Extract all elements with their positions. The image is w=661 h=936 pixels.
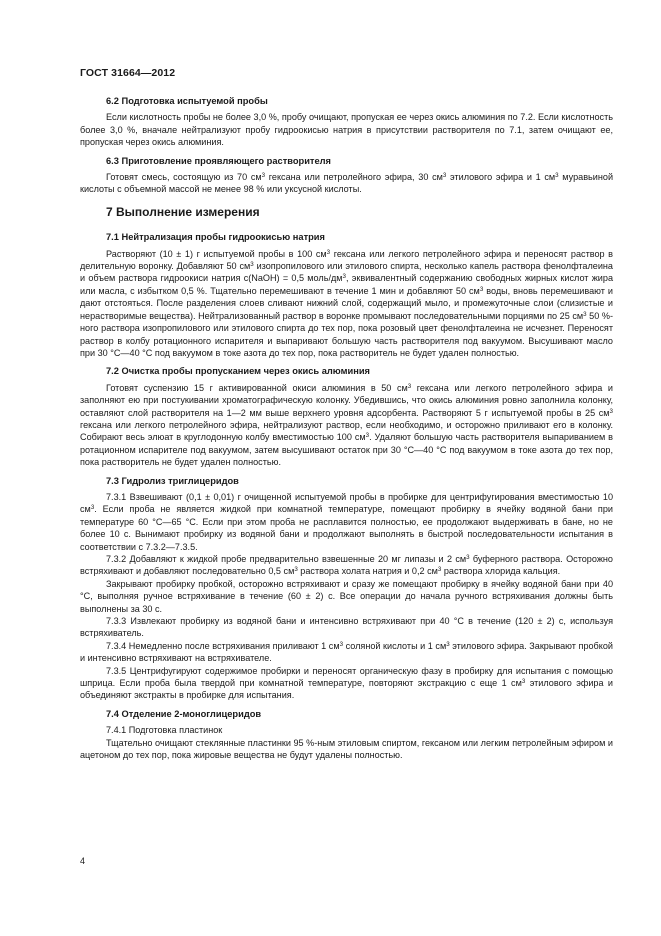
- document-body: [80, 95, 613, 762]
- paragraph-7-4-1: Тщательно очищают стеклянные пластинки 95 %-ным этиловым спиртом, гексаном или легким петролейным эфиром и ацетоном до тех пор, пока жировые вещества не будут удалены полностью.: [80, 737, 613, 761]
- paragraph-7-3-4: 7.3.4 Немедленно после встряхивания приливают 1 $см^3$ соляной кислоты и 1 $см^3$ этилового эфира. Закрывают пробкой и интенсивно встряхивают на встряхивателе.: [80, 640, 613, 664]
- subsection-heading-6-3: 6.3 Приготовление проявляющего растворителя: [106, 155, 331, 166]
- paragraph-7-1: Растворяют (10 ± 1) г испытуемой пробы в 100 $см^3$ гексана или легкого петролейного эфира и переносят раствор в делительную воронку. Добавляют 50 $см^3$ изопропилового или этилового спирта, несколько капель раствора фенолфталеина и объем раствора гидроокиси натрия c(NaOH) = 0,5 моль/$дм^3$, эквивалентный содержанию свободных жирных кислот жира или масла, с избытком 0,5 %. Тщательно перемешивают в течение 1 мин и добавляют 50 $см^3$ воды, вновь перемешивают и дают отстояться. После разделения слоев сливают нижний слой, содержащий мыло, и промежуточные слои (слизистые и нерастворимые вещества). Нейтрализованный раствор в воронке промывают последовательными порциями по 25 $см^3$ 50 %-ного раствора изопропилового или этилового спирта до тех пор, пока розовый цвет фенолфталеина не исчезнет. Переносят раствор в колбу ротационного испарителя и выпаривают большую часть растворителя под вакуумом. Высушивают масло при 30 °С—40 °С под вакуумом в токе азота до тех пор, пока растворитель не будет удален полностью.: [80, 248, 614, 358]
- paragraph-7-3-3: 7.3.3 Извлекают пробирку из водяной бани и интенсивно встряхивают при 40 °С в течение (120 ± 2) с, используя встряхиватель.: [80, 616, 613, 639]
- paragraph-7-4-1-title: 7.4.1 Подготовка пластинок: [106, 725, 223, 736]
- paragraph-7-3-2-cont: Закрывают пробирку пробкой, осторожно встряхивают и сразу же помещают пробирку в ячейку водяной бани при 40 °С, выполняя ручное встряхивание в течение (60 ± 2) с. Все операции до начала ручного встряхивания должны быть выполнены за 30 с.: [80, 578, 613, 614]
- paragraph-7-2: Готовят суспензию 15 г активированной окиси алюминия в 50 $см^3$ гексана или легкого петролейного эфира и заполняют ею при постукивании хроматографическую колонку. Убедившись, что окись алюминия ровно заполнила колонку, оставляют слой растворителя на 1—2 мм выше верхнего уровня адсорбента. Растворяют 5 г испытуемой пробы в 25 $см^3$ гексана или легкого петролейного эфира, нейтрализуют раствор, если необходимо, и осторожно приливают его в колонку. Собирают весь элюат в круглодонную колбу вместимостью 100 $см^3$. Удаляют большую часть растворителя выпариванием в ротационном испарителе под вакуумом, затем высушивают остаток при 30 °С—40 °С под вакуумом в токе азота до тех пор, пока растворитель не будет удален полностью.: [80, 382, 613, 468]
- document-header: ГОСТ 31664—2012: [80, 67, 176, 79]
- section-heading-7: 7 Выполнение измерения: [106, 204, 260, 219]
- subsection-heading-7-3: 7.3 Гидролиз триглицеридов: [106, 475, 239, 486]
- paragraph-7-3-5: 7.3.5 Центрифугируют содержимое пробирки и переносят органическую фазу в пробирку для испытания с помощью шприца. Если проба была твердой при комнатной температуре, повторяют экстракцию с еще 1 $см^3$ этилового эфира и объединяют экстракты в пробирке для испытания.: [80, 665, 613, 701]
- page-number: 4: [80, 856, 86, 866]
- paragraph-6-2: Если кислотность пробы не более 3,0 %, пробу очищают, пропуская ее через окись алюминия по 7.2. Если кислотность более 3,0 %, вначале нейтрализуют пробу гидроокисью натрия в присутствии растворителя по 7.1, затем очищают ее, пропуская через окись алюминия.: [80, 112, 613, 148]
- paragraph-7-3-2: 7.3.2 Добавляют к жидкой пробе предварительно взвешенные 20 мг липазы и 2 $см^3$ буферного раствора. Осторожно встряхивают и добавляют последовательно 0,5 $см^3$ раствора холата натрия и 0,2 $см^3$ раствора хлорида кальция.: [80, 554, 613, 577]
- subsection-heading-6-2: 6.2 Подготовка испытуемой пробы: [106, 96, 268, 106]
- paragraph-7-3-1: 7.3.1 Взвешивают (0,1 ± 0,01) г очищенной испытуемой пробы в пробирке для центрифугирования вместимостью 10 $см^3$. Если проба не является жидкой при комнатной температуре, помещают пробирку в ячейку водяной бани при температуре 60 °С—65 °С. Если при этом проба не расплавится полностью, ее продолжают выдерживать в бане, но не более 10 с. Вынимают пробирку из водяной бани и продолжают выполнять в быстрой последовательности испытания в соответствии с 7.3.2—7.3.5.: [80, 491, 613, 552]
- subsection-heading-7-2: 7.2 Очистка пробы пропусканием через окись алюминия: [106, 366, 370, 377]
- paragraph-6-3: Готовят смесь, состоящую из 70 $см^3$ гексана или петролейного эфира, 30 $см^3$ этилового эфира и 1 $см^3$ муравьиной кислоты с объемной массой не менее 98 % или уксусной кислоты.: [80, 172, 614, 195]
- subsection-heading-7-1: 7.1 Нейтрализация пробы гидроокисью натрия: [106, 232, 325, 243]
- subsection-heading-7-4: 7.4 Отделение 2-моноглицеридов: [106, 708, 262, 719]
